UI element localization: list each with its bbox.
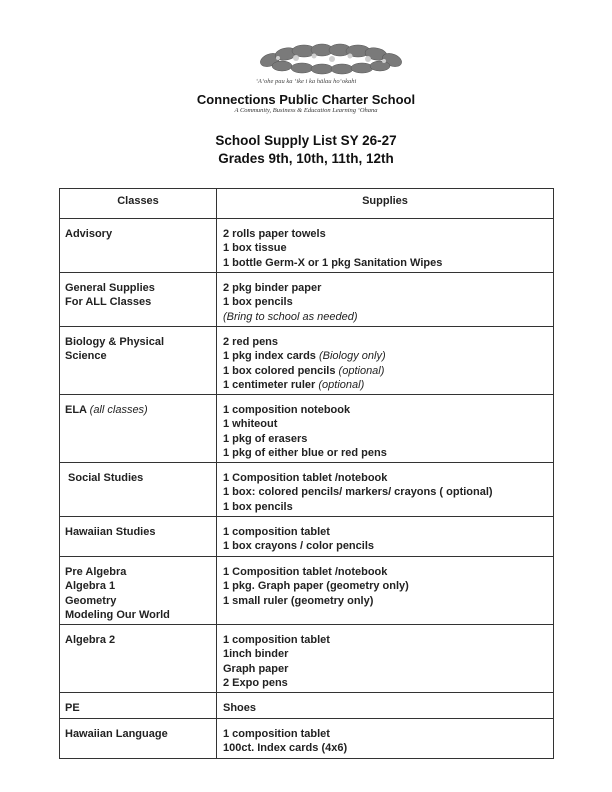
class-text: Algebra 1 [65,580,116,593]
class-cell [60,395,217,463]
supply-text: 1 small ruler (geometry only) [223,594,374,607]
class-text: Social Studies [65,472,144,484]
class-line [65,594,212,608]
table-header-row [60,189,554,219]
supply-line [223,662,549,676]
class-cell [60,273,217,327]
supply-line [223,500,549,514]
class-line [65,349,212,363]
supplies-cell [217,395,554,463]
table-row [60,625,554,693]
supply-line [223,256,549,270]
class-text: Geometry [65,594,117,607]
supply-note: (optional) [338,364,385,377]
table-row [60,517,554,557]
classes-column-header: Classes [60,189,217,219]
table-row [60,719,554,759]
supply-text: 2 rolls paper towels [223,228,326,240]
school-motto: ʻAʻohe pau ka ʻike i ka hālau hoʻokahi [255,78,357,85]
class-cell [60,557,217,625]
supply-line [223,701,549,715]
supply-table [59,188,554,759]
supplies-cell [217,327,554,395]
class-line [65,403,212,417]
supply-text: 2 pkg binder paper [223,282,322,294]
table-row [60,219,554,273]
class-line [65,227,212,241]
supply-line [223,446,549,460]
supply-text: 1 Composition tablet /notebook [223,472,388,484]
class-text: Science [65,350,107,363]
supply-line [223,579,549,593]
class-text: Advisory [65,228,113,240]
class-line [65,471,212,485]
supplies-column-header: Supplies [217,189,554,219]
supply-text: 1 box pencils [223,296,293,309]
supply-line [223,432,549,446]
class-cell [60,625,217,693]
supplies-cell [217,273,554,327]
class-cell [60,719,217,759]
supply-text: 1inch binder [223,648,289,661]
supply-line [223,471,549,485]
supply-text: 1 pkg of either blue or red pens [223,447,387,460]
supply-text: 1 centimeter ruler [223,379,319,392]
supply-line [223,676,549,690]
supply-line [223,241,549,255]
supply-text: Shoes [223,702,257,714]
school-tagline: A Community, Business & Education Learning ʻOhana [234,107,378,114]
supply-text: 2 Expo pens [223,677,288,690]
supply-text: 1 pkg. Graph paper (geometry only) [223,580,409,593]
school-name: Connections Public Charter School [196,92,416,107]
supply-line [223,281,549,295]
supply-text: 1 bottle Germ-X or 1 pkg Sanitation Wipes [223,256,443,269]
class-line [65,525,212,539]
supply-text: 1 whiteout [223,418,278,431]
supply-line [223,295,549,309]
class-text: Biology & Physical [65,336,165,348]
school-logo-wreath [256,40,404,80]
supplies-cell [217,463,554,517]
class-cell [60,517,217,557]
supply-line [223,594,549,608]
supply-line [223,727,549,741]
supply-text: Graph paper [223,662,289,675]
supplies-cell [217,719,554,759]
class-text: General Supplies [65,282,155,294]
supplies-cell [217,517,554,557]
class-line [65,633,212,647]
class-text: Hawaiian Studies [65,526,156,538]
class-line [65,727,212,741]
supply-line [223,349,549,363]
class-cell [60,693,217,719]
supplies-cell [217,693,554,719]
supply-line [223,227,549,241]
table-body [60,219,554,759]
class-line [65,608,212,622]
class-text: ELA [65,404,90,416]
table-row [60,463,554,517]
supply-text: 1 composition tablet [223,728,330,740]
supplies-cell [217,219,554,273]
class-line [65,295,212,309]
class-line [65,335,212,349]
class-note: (all classes) [89,404,148,416]
class-line [65,701,212,715]
table-row [60,273,554,327]
grades-line: Grades 9th, 10th, 11th, 12th [218,151,394,166]
supply-line [223,364,549,378]
class-line [65,565,212,579]
supply-note: (optional) [318,379,365,392]
class-cell [60,219,217,273]
supply-line [223,310,549,324]
supply-line [223,485,549,499]
supply-line [223,741,549,755]
supply-line [223,417,549,431]
class-text: Algebra 2 [65,634,116,646]
class-text: For ALL Classes [65,296,152,309]
supply-text: 1 box: colored pencils/ markers/ crayons ( optional) [223,486,493,499]
supply-line [223,403,549,417]
table-row [60,557,554,625]
supply-text: 2 red pens [223,336,279,348]
supply-text: 1 composition tablet [223,634,330,646]
supply-line [223,633,549,647]
supplies-cell [217,625,554,693]
supply-note: (Biology only) [318,350,386,363]
supply-line [223,378,549,392]
supply-text: 1 pkg of erasers [223,432,308,445]
table-row [60,327,554,395]
supply-line [223,565,549,579]
supply-text: 1 box tissue [223,242,287,255]
class-line [65,579,212,593]
supply-line [223,525,549,539]
class-text: Hawaiian Language [65,728,168,740]
supplies-cell [217,557,554,625]
supply-text: 1 box pencils [223,500,293,513]
class-line [65,281,212,295]
table-row [60,693,554,719]
document-title [0,132,612,168]
class-cell [60,327,217,395]
supply-line [223,647,549,661]
class-text: Pre Algebra [65,566,127,578]
supply-line [223,539,549,553]
supply-line [223,335,549,349]
class-text: Modeling Our World [65,609,170,622]
supply-text: 1 composition tablet [223,526,330,538]
supply-text: 1 Composition tablet /notebook [223,566,388,578]
table-row [60,395,554,463]
supply-text: 1 composition notebook [223,404,351,416]
supply-text: 1 pkg index cards [223,350,319,363]
class-text: PE [65,702,80,714]
supply-note: (Bring to school as needed) [223,310,358,323]
supply-text: 1 box crayons / color pencils [223,540,374,553]
title-line: School Supply List SY 26-27 [215,133,397,148]
supply-text: 100ct. Index cards (4x6) [223,742,348,755]
supply-text: 1 box colored pencils [223,364,339,377]
class-cell [60,463,217,517]
